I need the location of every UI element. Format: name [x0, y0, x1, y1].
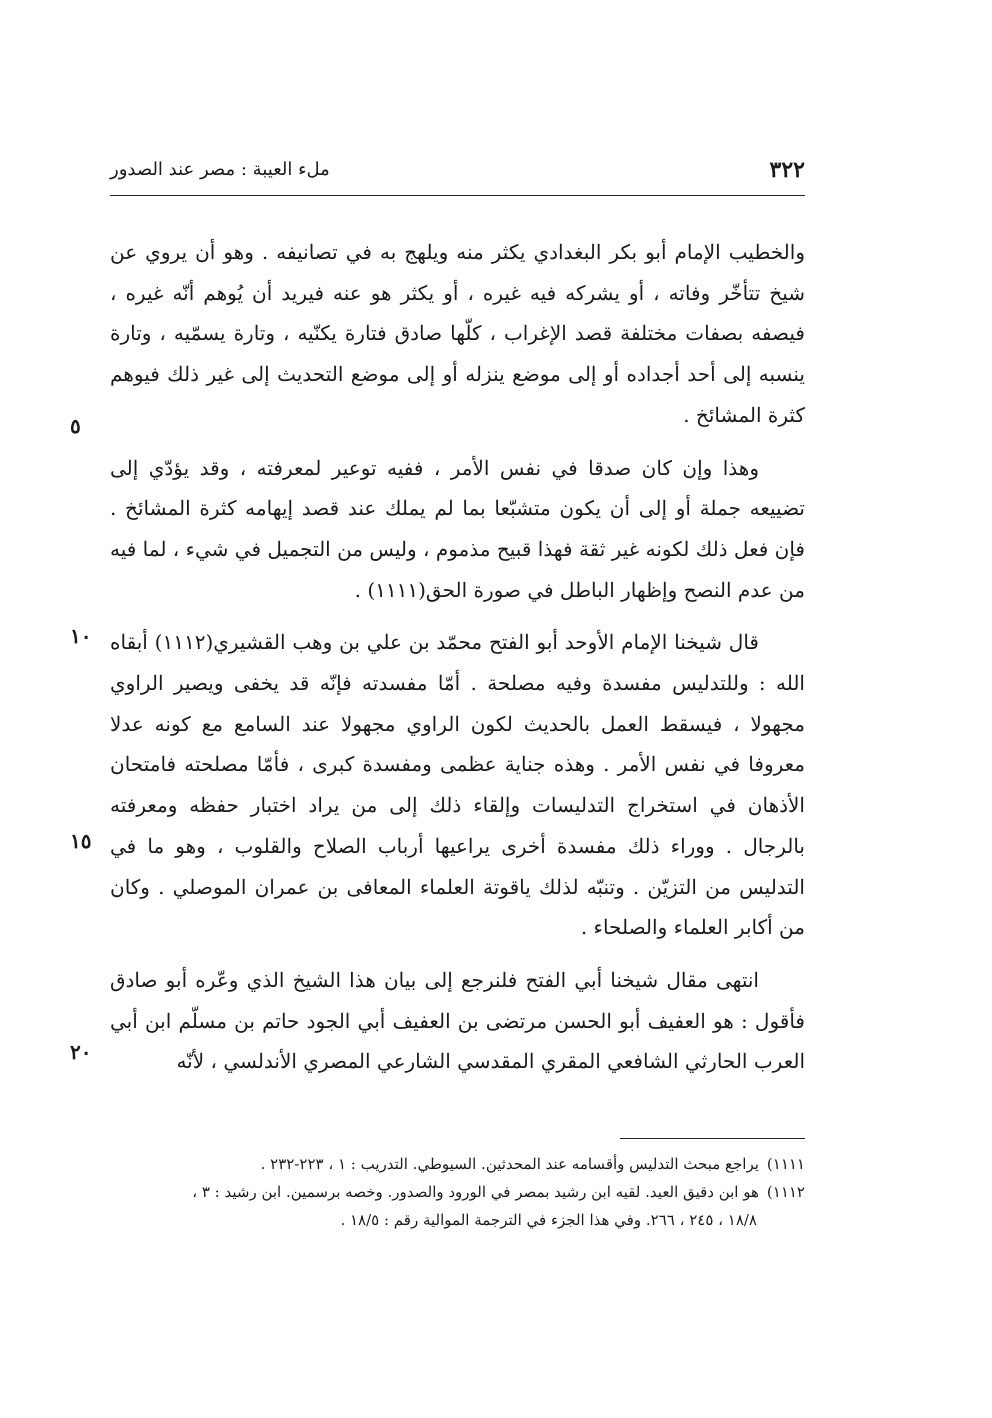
footnotes: [180, 1150, 805, 1234]
paragraph-4: انتهى مقال شيخنا أبي الفتح فلنرجع إلى بيان هذا الشيخ الذي وعّره أبو صادق فأقول : هو العفيف أبو الحسن مرتضى بن العفيف أبي الجود حاتم بن مسلّم ابن أبي العرب الحارثي الشافعي المقري المقدسي الشارعي المصري الأندلسي ، لأنّه: [110, 967, 805, 1074]
header-divider: [110, 195, 805, 196]
page-number: ٣٢٢: [769, 157, 805, 183]
footnote-divider: [620, 1138, 805, 1139]
footnote-text: هو ابن دقيق العيد. لقيه ابن رشيد بمصر في الورود والصدور. وخصه برسمين. ابن رشيد : ٣ ،: [192, 1183, 759, 1201]
footnote-number: ١١١١): [766, 1155, 805, 1173]
footnote-1112-continuation: ١٨/٨ ، ٢٤٥ ، ٢٦٦. وفي هذا الجزء في الترجمة الموالية رقم : ١٨/٥ .: [340, 1211, 757, 1229]
footnote-1111: [180, 1150, 805, 1178]
main-text: [110, 232, 805, 1094]
paragraph-1: والخطيب الإمام أبو بكر البغدادي يكثر منه ويلهج به في تصانيفه . وهو أن يروي عن شيخ تتأخّر وفاته ، أو يشركه فيه غيره ، أو يكثر هو عنه فيريد أن يُوهم أنّه غيره ، فيصفه بصفات مختلفة قصد الإغراب ، كلّها صادق فتارة يكنّيه ، وتارة يسمّيه ، وتارة ينسبه إلى أحد أجداده أو إلى موضع ينزله أو إلى موضع التحديث إلى غير ذلك فيوهم كثرة المشائخ .: [110, 240, 805, 427]
footnote-number: ١١١٢): [766, 1183, 805, 1201]
paragraph-2: وهذا وإن كان صدقا في نفس الأمر ، ففيه توعير لمعرفته ، وقد يؤدّي إلى تضييعه جملة أو إلى أن يكون متشبّعا بما لم يملك عند قصد إيهامه كثرة المشائخ . فإن فعل ذلك لكونه غير ثقة فهذا قبيح مذموم ، وليس من التجميل في شيء ، لما فيه من عدم النصح وإظهار الباطل في صورة الحق(١١١١) .: [110, 455, 805, 602]
line-number-20: ٢٠: [70, 1040, 92, 1064]
footnote-text: يراجع مبحث التدليس وأقسامه عند المحدثين. السيوطي. التدريب : ١ ، ٢٢٣-٢٣٢ .: [260, 1155, 759, 1173]
line-number-15: ١٥: [70, 829, 92, 853]
page-header: [110, 155, 805, 195]
line-number-10: ١٠: [70, 624, 92, 648]
line-number-5: ٥: [70, 414, 81, 438]
paragraph-3: قال شيخنا الإمام الأوحد أبو الفتح محمّد بن علي بن وهب القشيري(١١١٢) أبقاه الله : وللتدليس مفسدة وفيه مصلحة . أمّا مفسدته فإنّه قد يخفى ويصير الراوي مجهولا ، فيسقط العمل بالحديث لكون الراوي مجهولا عند السامع مع كونه عدلا معروفا في نفس الأمر . وهذه جناية عظمى ومفسدة كبرى ، فأمّا مصلحته فامتحان الأذهان في استخراج التدليسات وإلقاء ذلك إلى من يراد اختبار حفظه ومعرفته بالرجال . ووراء ذلك مفسدة أخرى يراعيها أرباب الصلاح والقلوب ، وهو ما في التدليس من التزيّن . وتنبّه لذلك ياقوتة العلماء المعافى بن عمران الموصلي . وكان من أكابر العلماء والصلحاء .: [110, 630, 805, 940]
running-title: ملء العيبة : مصر عند الصدور: [110, 159, 330, 180]
footnote-1112: [180, 1178, 805, 1206]
